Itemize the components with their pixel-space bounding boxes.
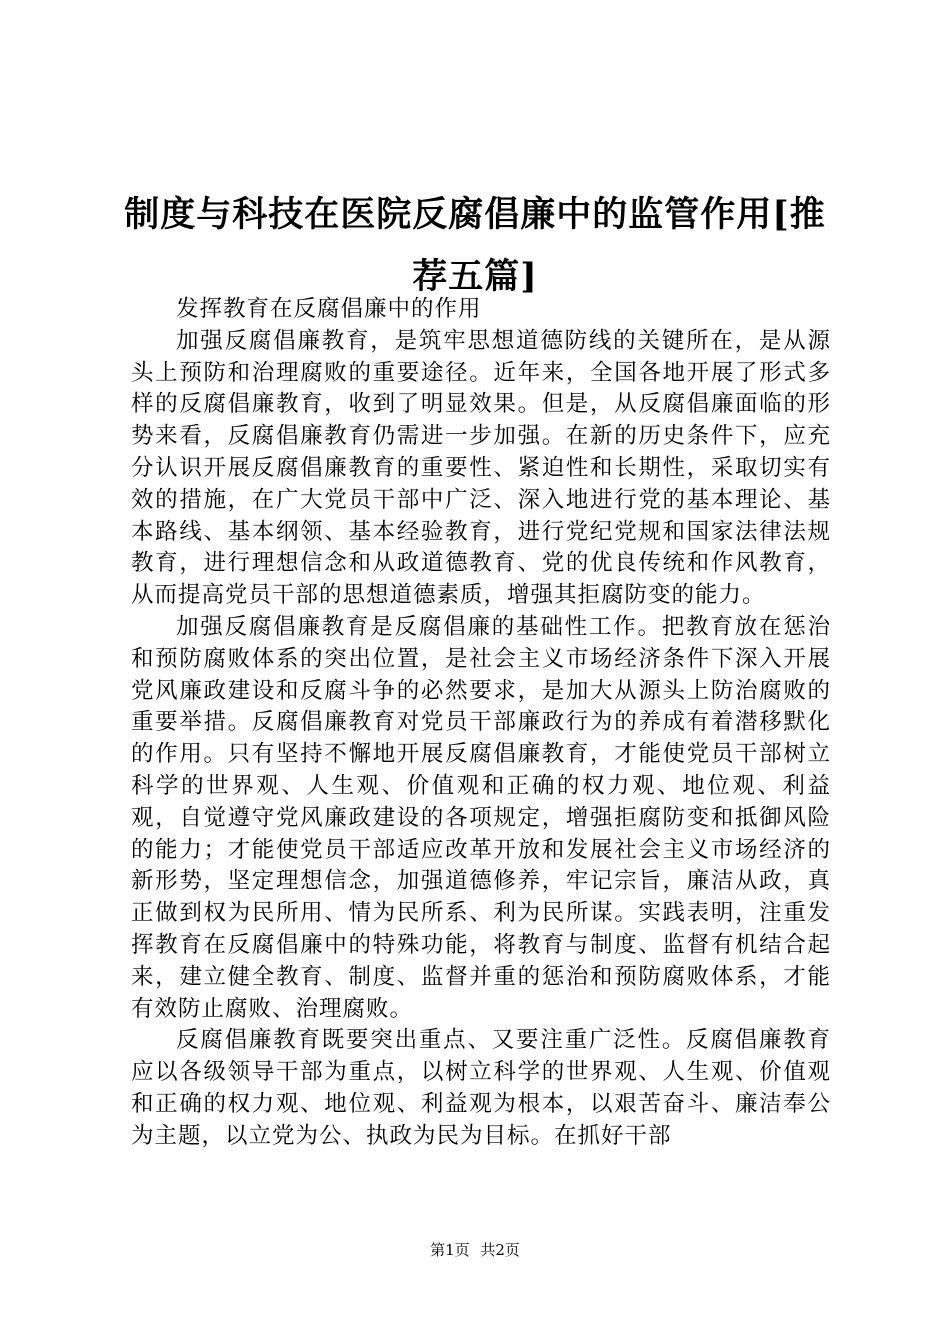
page-footer [0,1240,950,1260]
page-number-total: 共2页 [480,1241,520,1259]
paragraph: 加强反腐倡廉教育是反腐倡廉的基础性工作。把教育放在惩治和预防腐败体系的突出位置，是社会主义市场经济条件下深入开展党风廉政建设和反腐斗争的必然要求，是加大从源头上防治腐败的重要举措。反腐倡廉教育对党员干部廉政行为的养成有着潜移默化的作用。只有坚持不懈地开展反腐倡廉教育，才能使党员干部树立科学的世界观、人生观、价值观和正确的权力观、地位观、利益观，自觉遵守党风廉政建设的各项规定，增强拒腐防变和抵御风险的能力；才能使党员干部适应改革开放和发展社会主义市场经济的新形势，坚定理想信念，加强道德修养，牢记宗旨，廉洁从政，真正做到权为民所用、情为民所系、利为民所谋。实践表明，注重发挥教育在反腐倡廉中的特殊功能，将教育与制度、监督有机结合起来，建立健全教育、制度、监督并重的惩治和预防腐败体系，才能有效防止腐败、治理腐败。 [131,613,831,1022]
paragraph: 反腐倡廉教育既要突出重点、又要注重广泛性。反腐倡廉教育应以各级领导干部为重点，以树立科学的世界观、人生观、价值观和正确的权力观、地位观、利益观为根本，以艰苦奋斗、廉洁奉公为主题，以立党为公、执政为民为目标。在抓好干部 [131,1027,831,1149]
document-title: 制度与科技在医院反腐倡廉中的监管作用[推荐五篇] [124,194,826,297]
page-number-current: 第1页 [430,1241,470,1259]
paragraph-heading: 发挥教育在反腐倡廉中的作用 [176,296,482,322]
document-body [131,294,831,1153]
paragraph: 加强反腐倡廉教育，是筑牢思想道德防线的关键所在，是从源头上预防和治理腐败的重要途径。近年来，全国各地开展了形式多样的反腐倡廉教育，收到了明显效果。但是，从反腐倡廉面临的形势来看，反腐倡廉教育仍需进一步加强。在新的历史条件下，应充分认识开展反腐倡廉教育的重要性、紧迫性和长期性，采取切实有效的措施，在广大党员干部中广泛、深入地进行党的基本理论、基本路线、基本纲领、基本经验教育，进行党纪党规和国家法律法规教育，进行理想信念和从政道德教育、党的优良传统和作风教育，从而提高党员干部的思想道德素质，增强其拒腐防变的能力。 [131,327,831,609]
